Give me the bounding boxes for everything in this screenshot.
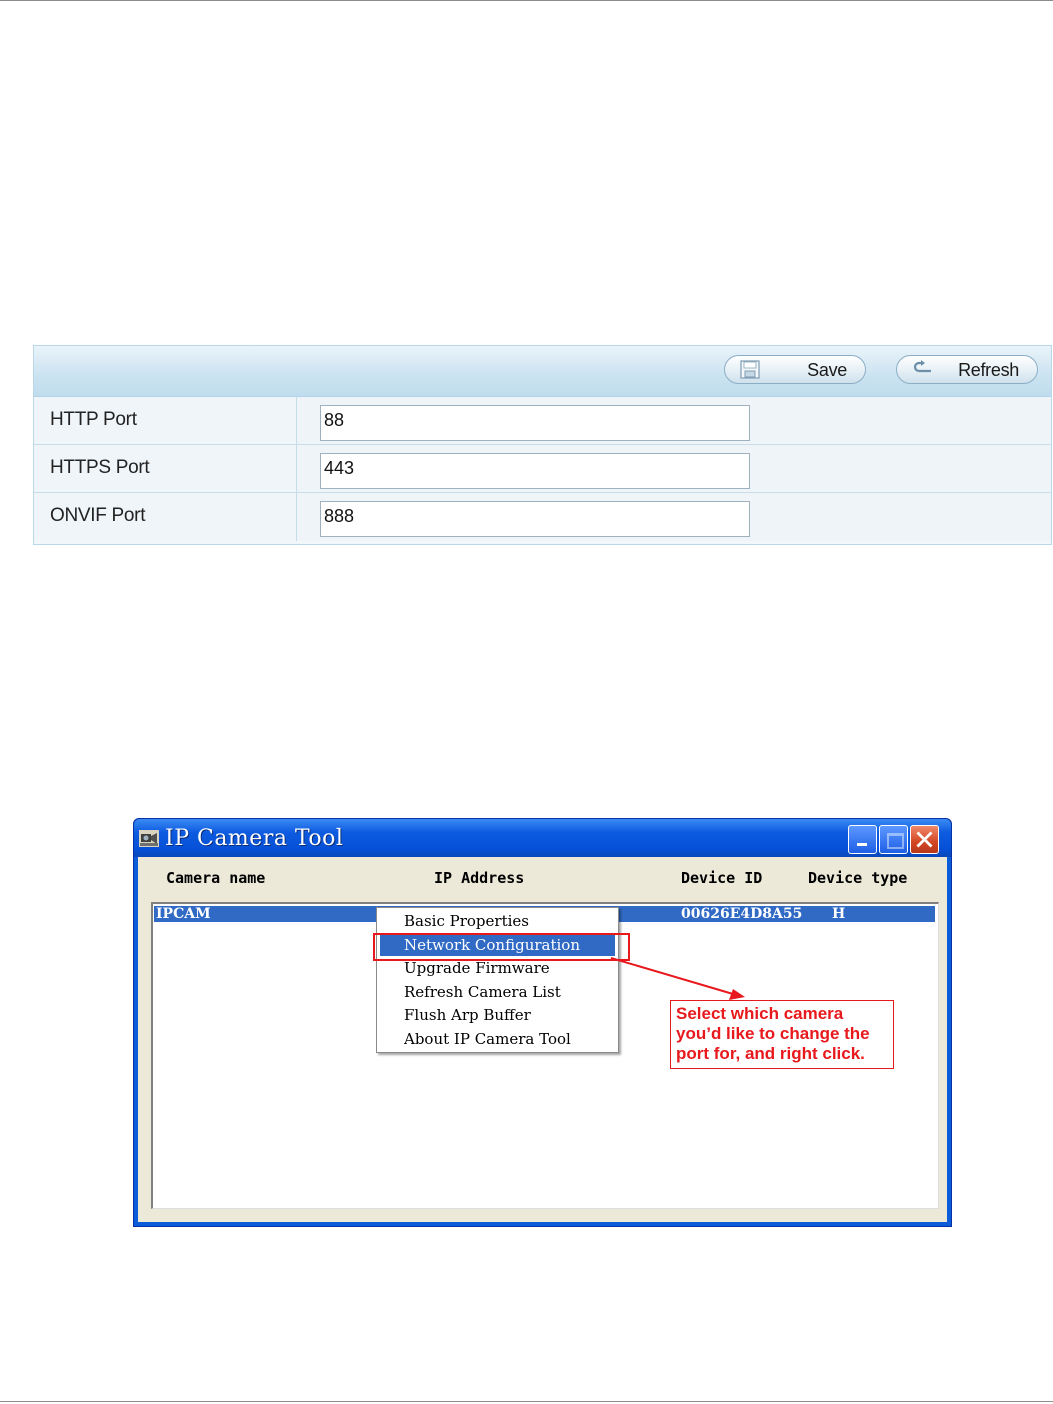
menu-item-network-configuration[interactable]: Network Configuration bbox=[380, 935, 615, 956]
column-header-ip-address[interactable]: IP Address bbox=[434, 869, 525, 887]
callout-line-3: port for, and right click. bbox=[676, 1044, 865, 1063]
callout-line-2: you’d like to change the bbox=[676, 1024, 870, 1043]
onvif-port-label: ONVIF Port bbox=[34, 493, 297, 541]
camera-name-cell: IPCAM bbox=[156, 906, 211, 922]
onvif-port-cell bbox=[297, 493, 1051, 541]
annotation-callout bbox=[670, 1000, 894, 1069]
close-icon bbox=[911, 826, 938, 853]
port-settings-toolbar bbox=[34, 346, 1051, 397]
maximize-button[interactable] bbox=[879, 825, 908, 854]
onvif-port-row bbox=[34, 493, 1051, 541]
device-id-cell: 00626E4D8A55 bbox=[681, 906, 803, 922]
https-port-cell bbox=[297, 445, 1051, 492]
https-port-input[interactable] bbox=[320, 453, 750, 489]
camera-app-icon bbox=[139, 830, 159, 847]
https-port-label: HTTPS Port bbox=[34, 445, 297, 492]
menu-item-about-ip-camera-tool[interactable]: About IP Camera Tool bbox=[404, 1030, 571, 1048]
column-header-camera-name[interactable]: Camera name bbox=[166, 869, 266, 887]
https-port-row bbox=[34, 445, 1051, 493]
http-port-input[interactable] bbox=[320, 405, 750, 441]
refresh-label: Refresh bbox=[958, 360, 1019, 380]
http-port-cell bbox=[297, 397, 1051, 444]
bottom-rule bbox=[0, 1401, 1053, 1402]
window-title: IP Camera Tool bbox=[165, 826, 344, 851]
refresh-icon bbox=[911, 360, 933, 379]
onvif-port-input[interactable] bbox=[320, 501, 750, 537]
device-type-cell: H bbox=[832, 906, 846, 922]
window-titlebar[interactable] bbox=[134, 819, 951, 857]
refresh-button[interactable] bbox=[896, 355, 1038, 384]
minimize-button[interactable] bbox=[848, 825, 877, 854]
highlight-box bbox=[373, 933, 630, 961]
top-rule bbox=[0, 0, 1053, 1]
menu-item-flush-arp-buffer[interactable]: Flush Arp Buffer bbox=[404, 1006, 531, 1024]
menu-item-refresh-camera-list[interactable]: Refresh Camera List bbox=[404, 983, 561, 1001]
save-label: Save bbox=[807, 360, 847, 380]
close-button[interactable] bbox=[910, 825, 939, 854]
port-settings-panel bbox=[33, 345, 1052, 545]
column-header-device-type[interactable]: Device type bbox=[808, 869, 908, 887]
http-port-label: HTTP Port bbox=[34, 397, 297, 444]
http-port-row bbox=[34, 397, 1051, 445]
context-menu bbox=[376, 907, 619, 1053]
column-header-device-id[interactable]: Device ID bbox=[681, 869, 763, 887]
menu-item-upgrade-firmware[interactable]: Upgrade Firmware bbox=[404, 959, 550, 977]
callout-line-1: Select which camera bbox=[676, 1004, 844, 1023]
save-icon bbox=[739, 360, 761, 379]
menu-item-basic-properties[interactable]: Basic Properties bbox=[404, 912, 529, 930]
save-button[interactable] bbox=[724, 355, 866, 384]
